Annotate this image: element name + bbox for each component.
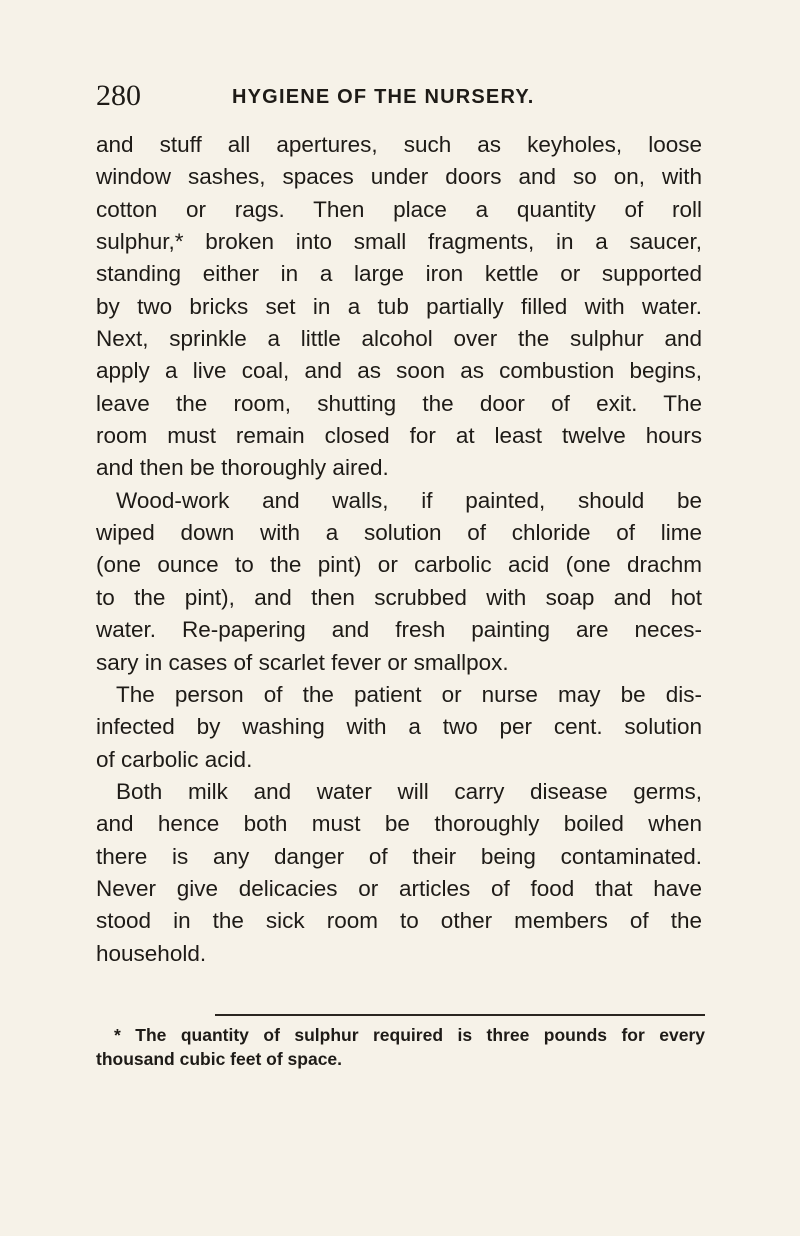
text-line: apply a live coal, and as soon as combustion begins,: [96, 358, 702, 384]
text-line: cotton or rags. Then place a quantity of roll: [96, 196, 702, 222]
text-line: by two bricks set in a tub partially filled with water.: [96, 293, 702, 319]
text-line: window sashes, spaces under doors and so on, with: [96, 164, 702, 190]
running-title: HYGIENE OF THE NURSERY.: [232, 86, 535, 108]
text-line: standing either in a large iron kettle or supported: [96, 261, 702, 287]
text-line: sary in cases of scarlet fever or smallpox.: [96, 649, 509, 675]
text-line: (one ounce to the pint) or carbolic acid (one drachm: [96, 552, 702, 578]
footnote-line: thousand cubic feet of space.: [96, 1049, 343, 1069]
text-line: Wood-work and walls, if painted, should be: [116, 487, 702, 513]
text-line: infected by washing with a two per cent. solution: [96, 714, 702, 740]
body-text: [96, 129, 702, 970]
text-line: household.: [96, 940, 207, 966]
text-line: and stuff all apertures, such as keyholes, loose: [96, 132, 702, 157]
text-line: of carbolic acid.: [96, 746, 253, 772]
text-line: water. Re-papering and fresh painting are neces-: [96, 617, 702, 643]
text-line: stood in the sick room to other members of the: [96, 908, 702, 934]
running-head: [96, 78, 706, 114]
footnote: [96, 1023, 705, 1071]
text-line: there is any danger of their being contaminated.: [96, 843, 702, 869]
text-line: The person of the patient or nurse may be dis-: [116, 681, 702, 707]
text-line: sulphur,* broken into small fragments, in a saucer,: [96, 229, 702, 255]
text-line: Next, sprinkle a little alcohol over the sulphur and: [96, 326, 702, 352]
footnote-line: * The quantity of sulphur required is three pounds for every: [114, 1025, 705, 1045]
text-line: leave the room, shutting the door of exit. The: [96, 390, 702, 416]
text-line: Both milk and water will carry disease germs,: [116, 778, 702, 804]
text-line: and then be thoroughly aired.: [96, 455, 389, 481]
text-line: room must remain closed for at least twelve hours: [96, 423, 702, 449]
footnote-divider: [215, 1014, 705, 1016]
page-number: 280: [96, 79, 141, 112]
text-line: Never give delicacies or articles of food that have: [96, 875, 702, 901]
text-line: wiped down with a solution of chloride of lime: [96, 520, 702, 546]
text-line: to the pint), and then scrubbed with soap and hot: [96, 584, 702, 610]
text-line: and hence both must be thoroughly boiled when: [96, 811, 702, 837]
